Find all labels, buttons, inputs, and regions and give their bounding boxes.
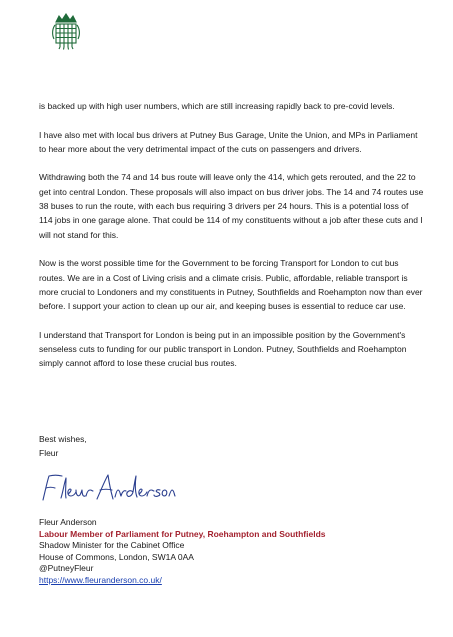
signatory-role: Labour Member of Parliament for Putney, Roehampton and Southfields <box>39 528 326 539</box>
paragraph-1: is backed up with high user numbers, which are still increasing rapidly back to pre-covid levels. <box>39 101 395 111</box>
paragraph-4: Now is the worst possible time for the Government to be forcing Transport for London to cut bus routes. We are in a Cost of Living crisis and a climate crisis. Public, affordable, reliable transport is more crucial to Londoners and my constituents in Putney, Southfields and Roehampton now than ever before. I support your action to clean up our air, and keeping buses is essential to reduce car use. <box>39 258 423 312</box>
shadow-role: Shadow Minister for the Cabinet Office <box>39 540 185 551</box>
office-address: House of Commons, London, SW1A 0AA <box>39 551 194 562</box>
handwritten-signature <box>37 470 177 506</box>
signature-block <box>39 517 326 587</box>
paragraph-3: Withdrawing both the 74 and 14 bus route will leave only the 414, which gets rerouted, and the 22 to get into central London. These proposals will also impact on bus driver jobs. The 14 and 74 routes use 38 buses to run the route, with each bus requiring 3 drivers per 24 hours. This is a potential loss of 114 jobs in one garage alone. That could be 114 of my constituents without a job after these cuts and I will not stand for this. <box>39 172 424 240</box>
paragraph-5: I understand that Transport for London is being put in an impossible position by the Government's senseless cuts to funding for our public transport in London. Putney, Southfields and Roehampton simply cannot afford to lose these crucial bus routes. <box>39 329 407 369</box>
closing-line: Best wishes, <box>39 434 87 444</box>
social-handle: @PutneyFleur <box>39 563 94 574</box>
sign-off <box>39 432 87 461</box>
letter-body <box>39 99 424 385</box>
website-link[interactable]: https://www.fleuranderson.co.uk/ <box>39 574 162 585</box>
paragraph-2: I have also met with local bus drivers at Putney Bus Garage, Unite the Union, and MPs in Parliament to hear more about the very detrimental impact of the cuts on passengers and drivers. <box>39 129 418 154</box>
portcullis-crest-icon <box>51 13 81 51</box>
closing-name: Fleur <box>39 448 59 459</box>
signatory-name: Fleur Anderson <box>39 517 97 527</box>
